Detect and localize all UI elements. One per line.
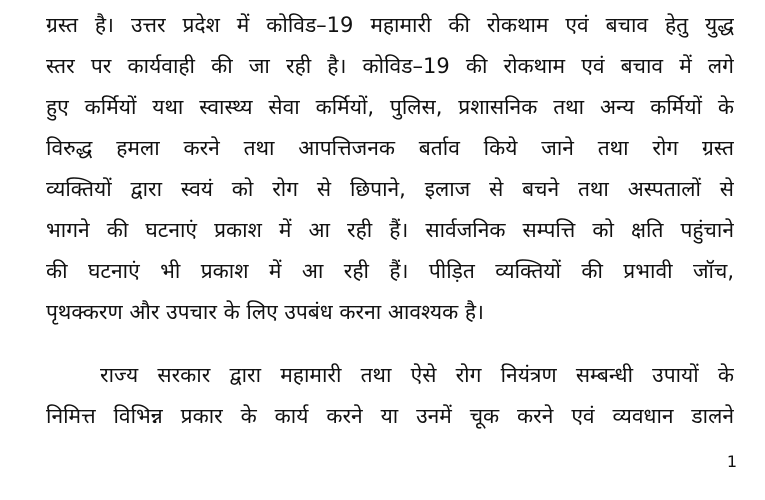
text-line: भागने की घटनाएं प्रकाश में आ रही हैं। सार्वजनिक सम्पत्ति को क्षति पहुंचाने (46, 218, 734, 242)
text-line: की घटनाएं भी प्रकाश में आ रही हैं। पीड़ित व्यक्तियों की प्रभावी जॉच, (46, 259, 734, 283)
text-line: राज्य सरकार द्वारा महामारी तथा ऐसे रोग नियंत्रण सम्बन्धी उपायों के (100, 363, 734, 387)
text-line: व्यक्तियों द्वारा स्वयं को रोग से छिपाने, इलाज से बचने तथा अस्पतालों से (46, 177, 734, 201)
text-line: हुए कर्मियों यथा स्वास्थ्य सेवा कर्मियों, पुलिस, प्रशासनिक तथा अन्य कर्मियों के (46, 95, 734, 119)
text-line: निमित्त विभिन्न प्रकार के कार्य करने या उनमें चूक करने एवं व्यवधान डालने (46, 404, 734, 428)
text-line: विरुद्ध हमला करने तथा आपत्तिजनक बर्ताव किये जाने तथा रोग ग्रस्त (46, 136, 734, 160)
text-line: स्तर पर कार्यवाही की जा रही है। कोविड–19 की रोकथाम एवं बचाव में लगे (46, 54, 734, 78)
page-number: 1 (726, 452, 737, 471)
text-line: पृथक्करण और उपचार के लिए उपबंध करना आवश्यक है। (46, 300, 485, 324)
text-line: ग्रस्त है। उत्तर प्रदेश में कोविड–19 महामारी की रोकथाम एवं बचाव हेतु युद्ध (46, 13, 734, 37)
